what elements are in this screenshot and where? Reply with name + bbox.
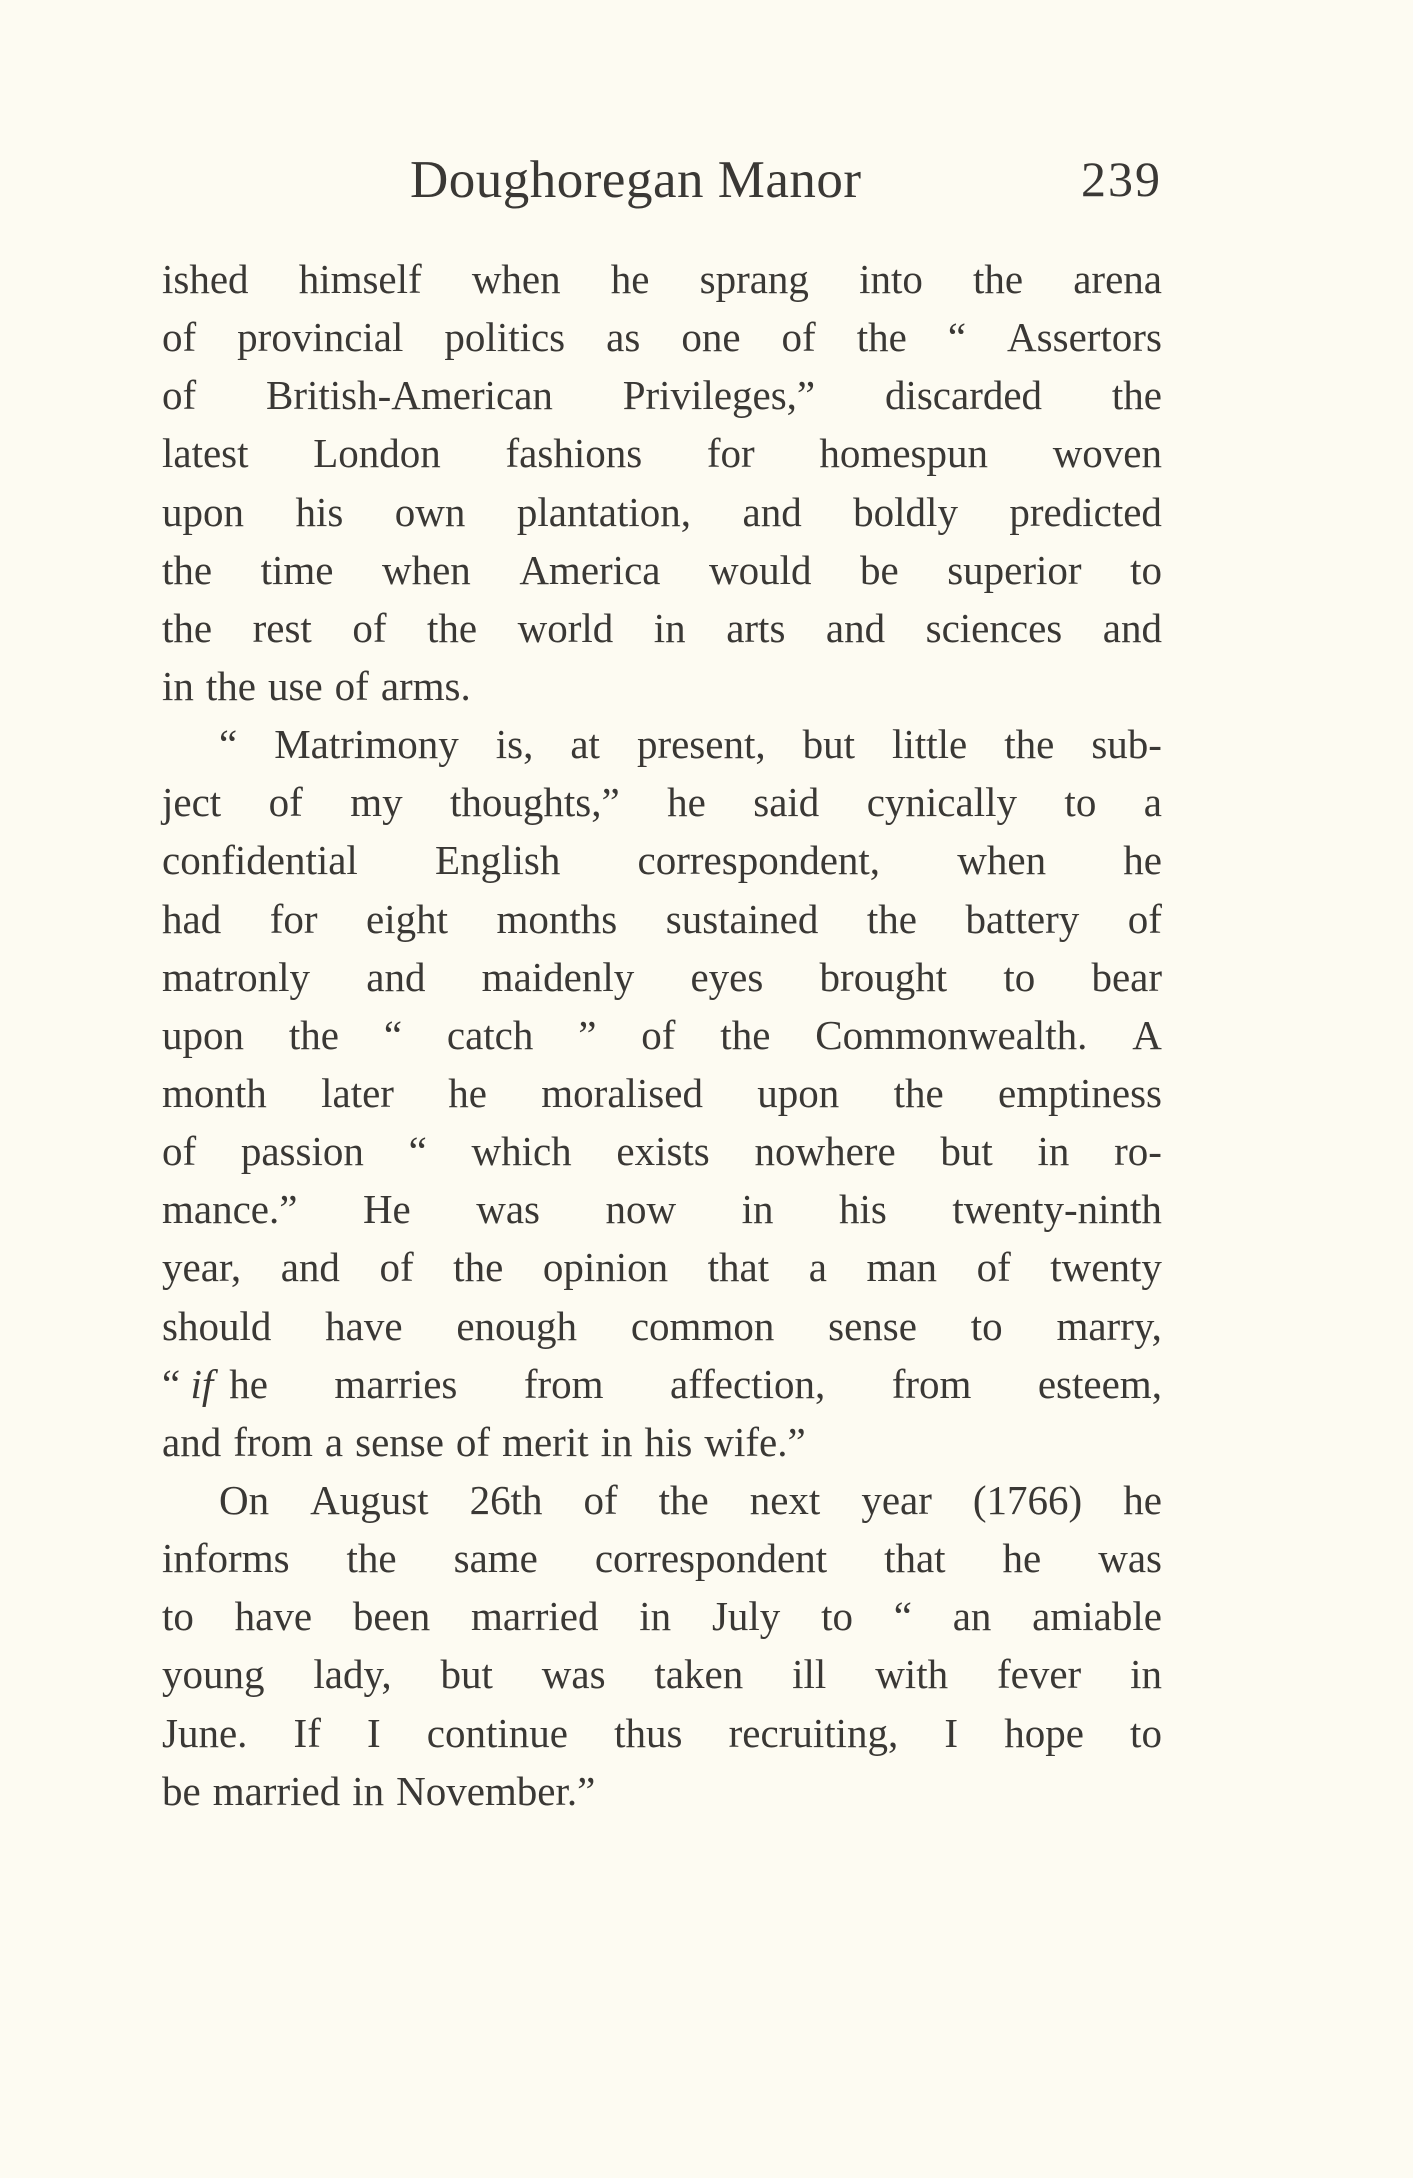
word: he (667, 779, 706, 826)
word: to (162, 1593, 194, 1640)
word: of (268, 779, 303, 826)
italic-line-rest (229, 1355, 1162, 1413)
word: when (957, 837, 1047, 884)
word: mance.” (162, 1186, 298, 1233)
word: next (749, 1476, 821, 1523)
word: If (293, 1709, 321, 1756)
word: of (162, 314, 197, 361)
word: he (1123, 1476, 1162, 1523)
word: marries (334, 1360, 458, 1407)
word: for (269, 895, 318, 942)
word: but (802, 721, 856, 768)
word: fever (996, 1651, 1082, 1698)
word: in (639, 1593, 672, 1640)
word: moralised (541, 1069, 703, 1116)
word: himself (298, 256, 422, 302)
word: the (1004, 721, 1055, 768)
text-line (162, 483, 1162, 541)
word: November.” (396, 1767, 596, 1814)
word: bear (1091, 953, 1162, 1000)
word: the (205, 662, 256, 709)
word: his (644, 1418, 693, 1465)
word: sciences (925, 604, 1063, 651)
word: a (1143, 779, 1162, 826)
word: of (455, 1418, 491, 1465)
word: as (606, 314, 641, 361)
word: latest (162, 430, 249, 477)
word: Matrimony (274, 721, 459, 768)
word: English (435, 837, 561, 884)
word: Privileges,” (622, 372, 816, 419)
word: world (517, 604, 614, 651)
word: had (162, 895, 222, 942)
word: fashions (505, 430, 643, 477)
word: and (280, 1244, 340, 1291)
word: from (233, 1418, 313, 1465)
word: ro- (1114, 1128, 1162, 1175)
text-line (162, 948, 1162, 1006)
text-line (162, 308, 1162, 366)
word: that (707, 1244, 770, 1291)
word: an (952, 1593, 992, 1640)
word: the (973, 256, 1024, 302)
paragraph-3 (162, 1471, 1162, 1820)
text-line (162, 1762, 1162, 1820)
word: same (453, 1535, 538, 1582)
word: politics (444, 314, 566, 361)
word: of (352, 604, 387, 651)
word: On (219, 1476, 270, 1523)
word: provincial (237, 314, 404, 361)
word: of (976, 1244, 1011, 1291)
word: from (523, 1360, 604, 1407)
running-head (162, 150, 1162, 220)
word: esteem, (1037, 1360, 1162, 1407)
word: the (1111, 372, 1162, 419)
word: the (658, 1476, 709, 1523)
word: to (1130, 1709, 1162, 1756)
text-line (162, 366, 1162, 424)
word: June. (162, 1709, 248, 1756)
word: “ (383, 1011, 403, 1058)
word: thus (614, 1709, 683, 1756)
word: Commonwealth. (815, 1011, 1088, 1058)
word: (1766) (972, 1476, 1083, 1523)
text-line (162, 1064, 1162, 1122)
word: sub- (1091, 721, 1162, 768)
page-number: 239 (1081, 151, 1162, 207)
word: a (808, 1244, 827, 1291)
word: which (471, 1128, 572, 1175)
word: of (583, 1476, 618, 1523)
word: the (427, 604, 478, 651)
word: British-American (265, 372, 553, 419)
text-line (162, 831, 1162, 889)
word: affection, (670, 1360, 826, 1407)
word: enough (456, 1302, 578, 1349)
text-line (162, 1645, 1162, 1703)
word: sense (355, 1418, 444, 1465)
word: lady, (313, 1651, 392, 1698)
word: and (162, 1418, 222, 1465)
word: upon (757, 1069, 840, 1116)
paragraph-2 (162, 715, 1162, 1471)
word: one (681, 314, 741, 361)
word: my (350, 779, 403, 826)
word: arms. (380, 662, 471, 709)
word: the (720, 1011, 771, 1058)
text-line (162, 1297, 1162, 1355)
word: the (162, 546, 213, 593)
word: passion (240, 1128, 364, 1175)
word: from (891, 1360, 972, 1407)
word: to (1064, 779, 1097, 826)
text-line (162, 1704, 1162, 1762)
word: little (892, 721, 968, 768)
word: of (162, 372, 197, 419)
word: the (893, 1069, 944, 1116)
word: battery (965, 895, 1080, 942)
italic-word: if (190, 1360, 214, 1407)
word: to (1003, 953, 1036, 1000)
text-line (162, 890, 1162, 948)
word: and (825, 604, 886, 651)
word: in (741, 1186, 774, 1233)
word: later (321, 1069, 394, 1116)
word: the (856, 314, 907, 361)
text-line-with-italic (162, 1355, 1162, 1413)
word: predicted (1009, 488, 1162, 535)
word: in (1037, 1128, 1070, 1175)
running-title: Doughoregan Manor (410, 151, 862, 209)
word: that (884, 1535, 946, 1582)
word: of (379, 1244, 414, 1291)
text-line (162, 599, 1162, 657)
word: he (610, 256, 650, 302)
word: the (453, 1244, 504, 1291)
word: confidential (162, 837, 358, 884)
word: would (708, 546, 812, 593)
text-line (162, 424, 1162, 482)
word: and (742, 488, 802, 535)
word: to (970, 1302, 1003, 1349)
text-line (162, 1238, 1162, 1296)
word: marry, (1056, 1302, 1162, 1349)
word: when (382, 546, 471, 593)
word: the (866, 895, 917, 942)
word: common (630, 1302, 775, 1349)
word: in (1130, 1651, 1162, 1698)
word: year (861, 1476, 932, 1523)
word: his (295, 488, 344, 535)
word: wife.” (704, 1418, 806, 1465)
word: but (940, 1128, 993, 1175)
word: continue (426, 1709, 568, 1756)
word: he (448, 1069, 487, 1116)
word: own (394, 488, 466, 535)
word: emptiness (998, 1069, 1162, 1116)
word: twenty-ninth (952, 1186, 1162, 1233)
word: use (268, 662, 323, 709)
word: “ (947, 314, 967, 361)
word: have (234, 1593, 313, 1640)
word: of (641, 1011, 676, 1058)
word: of (162, 1128, 197, 1175)
word: have (325, 1302, 403, 1349)
word: year, (162, 1244, 242, 1291)
word: “ (219, 721, 238, 768)
word: upon (162, 488, 244, 535)
word: with (875, 1651, 949, 1698)
word: his (839, 1186, 887, 1233)
word: eyes (690, 953, 764, 1000)
word: of (781, 314, 816, 361)
word: Assertors (1007, 314, 1162, 361)
word: be (860, 546, 899, 593)
text-line (162, 1413, 1162, 1471)
word: August (310, 1476, 429, 1523)
word: I (367, 1709, 381, 1756)
word: was (1098, 1535, 1162, 1582)
word: in (653, 604, 686, 651)
word: maidenly (481, 953, 635, 1000)
word: is, (495, 721, 534, 768)
word: when (471, 256, 561, 302)
word: matronly (162, 953, 311, 1000)
word: should (162, 1302, 272, 1349)
word: and (1102, 604, 1162, 651)
word: to (821, 1593, 853, 1640)
word: A (1132, 1011, 1162, 1058)
word: woven (1052, 430, 1162, 477)
word: he (1002, 1535, 1042, 1582)
word: at (570, 721, 600, 768)
word: arena (1073, 256, 1162, 302)
word: ject (162, 779, 222, 826)
word: recruiting, (728, 1709, 899, 1756)
word: taken (654, 1651, 744, 1698)
word: of (1127, 895, 1162, 942)
word: of (334, 662, 369, 709)
word: man (866, 1244, 938, 1291)
word: correspondent, (637, 837, 881, 884)
italic-line-head (162, 1355, 213, 1413)
word: in (352, 1767, 385, 1814)
text-line (162, 1122, 1162, 1180)
word: America (519, 546, 661, 593)
word: now (605, 1186, 677, 1233)
word: was (541, 1651, 606, 1698)
word: ished (162, 256, 249, 302)
word: month (162, 1069, 267, 1116)
word: arts (726, 604, 786, 651)
word: and (366, 953, 426, 1000)
word: correspondent (594, 1535, 828, 1582)
word: opinion (542, 1244, 669, 1291)
word: said (753, 779, 820, 826)
word: sustained (665, 895, 819, 942)
word: time (260, 546, 334, 593)
text-line (162, 1180, 1162, 1238)
word: informs (162, 1535, 290, 1582)
word: married (212, 1767, 341, 1814)
word: discarded (884, 372, 1043, 419)
paragraph-1 (162, 250, 1162, 715)
word: married (471, 1593, 599, 1640)
word: a (324, 1418, 344, 1465)
text-line (162, 1471, 1162, 1529)
word: ill (792, 1651, 827, 1698)
word: but (440, 1651, 493, 1698)
word: the (346, 1535, 397, 1582)
word: exists (616, 1128, 710, 1175)
word: he (229, 1360, 268, 1407)
word: in (600, 1418, 633, 1465)
text-line (162, 1587, 1162, 1645)
word: he (1123, 837, 1162, 884)
word: ” (578, 1011, 597, 1058)
word: cynically (866, 779, 1017, 826)
word: eight (366, 895, 448, 942)
word: homespun (819, 430, 988, 477)
word: thoughts,” (450, 779, 620, 826)
text-line (162, 541, 1162, 599)
word: the (162, 604, 213, 651)
word: the (288, 1011, 339, 1058)
text-line (162, 250, 1162, 308)
word: in (162, 662, 194, 709)
text-line (162, 657, 1162, 715)
word: months (496, 895, 618, 942)
word: catch (446, 1011, 534, 1058)
word: I (944, 1709, 959, 1756)
text-line (162, 773, 1162, 831)
word: to (1130, 546, 1162, 593)
word: July (711, 1593, 781, 1640)
word: into (859, 256, 923, 302)
word: amiable (1032, 1593, 1162, 1640)
word: present, (636, 721, 766, 768)
word: London (313, 430, 441, 477)
word: rest (252, 604, 312, 651)
word: He (362, 1186, 411, 1233)
word: sense (828, 1302, 917, 1349)
word: young (162, 1651, 265, 1698)
word: sprang (699, 256, 809, 302)
word: superior (947, 546, 1082, 593)
body-text (162, 250, 1162, 1820)
text-line (162, 1006, 1162, 1064)
word: plantation, (516, 488, 692, 535)
word: merit (502, 1418, 589, 1465)
word: boldly (853, 488, 958, 535)
word: upon (162, 1011, 244, 1058)
word: brought (819, 953, 948, 1000)
word: 26th (469, 1476, 543, 1523)
text-line (162, 1529, 1162, 1587)
word: hope (1004, 1709, 1084, 1756)
word: was (476, 1186, 541, 1233)
word: for (706, 430, 755, 477)
text-line (162, 715, 1162, 773)
word: be (162, 1767, 201, 1814)
word: “ (408, 1128, 427, 1175)
open-quote: “ (162, 1360, 181, 1407)
word: “ (893, 1593, 912, 1640)
word: twenty (1050, 1244, 1162, 1291)
word: been (352, 1593, 431, 1640)
word: nowhere (754, 1128, 896, 1175)
